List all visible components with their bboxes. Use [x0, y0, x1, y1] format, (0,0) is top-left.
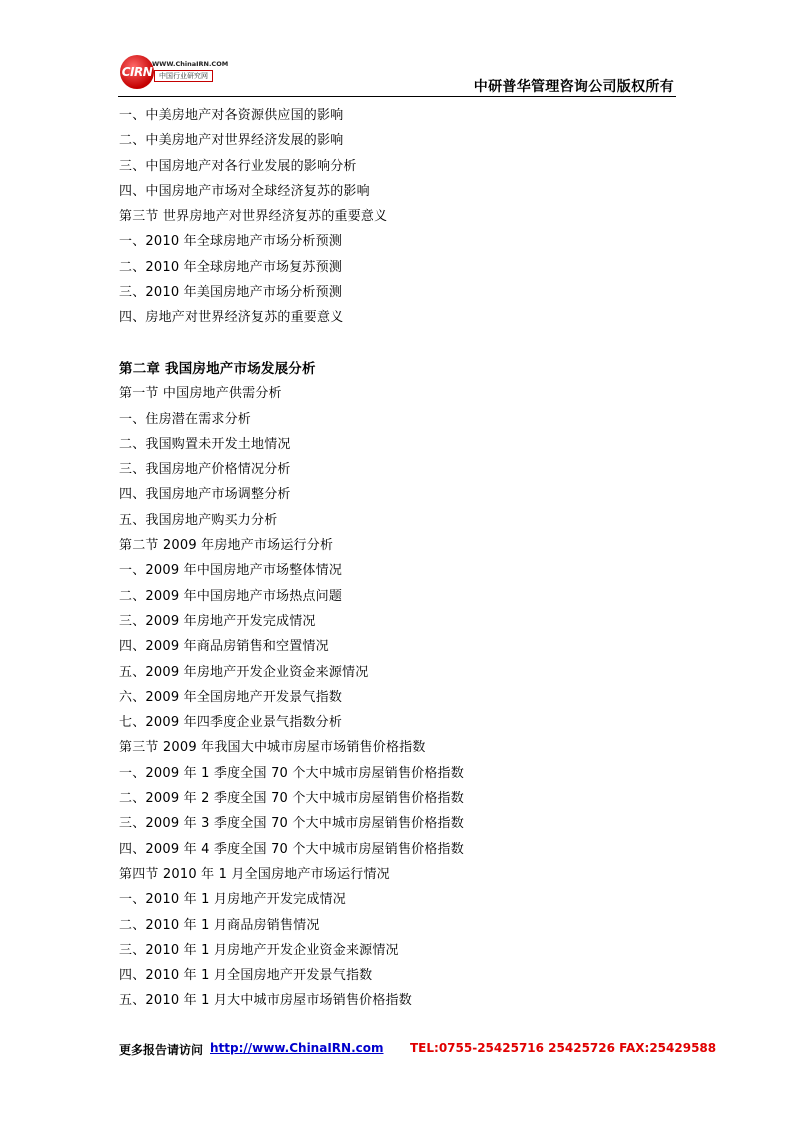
toc-item: 二、中美房地产对世界经济发展的影响 [119, 133, 344, 149]
more-reports-label: 更多报告请访问 [119, 1043, 204, 1057]
toc-section: 第二节 2009 年房地产市场运行分析 [119, 538, 334, 554]
page-header [118, 54, 676, 97]
toc-item: 三、2009 年 3 季度全国 70 个大中城市房屋销售价格指数 [119, 816, 464, 832]
toc-item: 三、我国房地产价格情况分析 [119, 462, 291, 478]
toc-item: 一、2009 年中国房地产市场整体情况 [119, 563, 343, 579]
toc-item: 三、中国房地产对各行业发展的影响分析 [119, 158, 357, 174]
toc-item: 二、2009 年中国房地产市场热点问题 [119, 588, 343, 604]
toc-item: 四、房地产对世界经济复苏的重要意义 [119, 310, 344, 326]
toc-section: 第一节 中国房地产供需分析 [119, 386, 282, 402]
toc-item: 五、我国房地产购买力分析 [119, 512, 278, 528]
logo-cn-text: 中国行业研究网 [154, 70, 213, 82]
toc-item: 一、2010 年全球房地产市场分析预测 [119, 234, 343, 250]
toc-item: 三、2010 年 1 月房地产开发企业资金来源情况 [119, 942, 399, 958]
toc-section: 第三节 世界房地产对世界经济复苏的重要意义 [119, 209, 388, 225]
copyright-notice: 中研普华管理咨询公司版权所有 [473, 79, 674, 95]
toc-item: 五、2010 年 1 月大中城市房屋市场销售价格指数 [119, 993, 412, 1009]
toc-item: 四、2010 年 1 月全国房地产开发景气指数 [119, 968, 373, 984]
toc-item: 二、2009 年 2 季度全国 70 个大中城市房屋销售价格指数 [119, 791, 464, 807]
toc-section: 第三节 2009 年我国大中城市房屋市场销售价格指数 [119, 740, 426, 756]
toc-item: 四、我国房地产市场调整分析 [119, 487, 291, 503]
toc-item: 六、2009 年全国房地产开发景气指数 [119, 689, 343, 705]
logo-url-text: WWW.ChinaIRN.COM [152, 60, 229, 68]
toc-item: 四、中国房地产市场对全球经济复苏的影响 [119, 183, 370, 199]
company-logo [118, 54, 238, 94]
toc-chapter: 第二章 我国房地产市场发展分析 [119, 360, 316, 377]
table-of-contents [119, 107, 679, 1018]
toc-item: 一、中美房地产对各资源供应国的影响 [119, 108, 344, 123]
toc-item: 二、2010 年全球房地产市场复苏预测 [119, 259, 343, 275]
logo-emblem: CIRN [120, 55, 154, 89]
toc-item: 一、2009 年 1 季度全国 70 个大中城市房屋销售价格指数 [119, 765, 464, 781]
blank-line [119, 335, 679, 360]
page-footer [119, 1041, 717, 1059]
toc-item: 七、2009 年四季度企业景气指数分析 [119, 715, 343, 731]
toc-item: 三、2009 年房地产开发完成情况 [119, 613, 316, 629]
toc-item: 五、2009 年房地产开发企业资金来源情况 [119, 664, 369, 680]
toc-item: 一、2010 年 1 月房地产开发完成情况 [119, 892, 346, 908]
website-link[interactable]: http://www.ChinaIRN.com [210, 1041, 384, 1055]
contact-info: TEL:0755-25425716 25425726 FAX:25429588 [410, 1041, 717, 1055]
toc-item: 二、2010 年 1 月商品房销售情况 [119, 917, 320, 933]
toc-item: 四、2009 年 4 季度全国 70 个大中城市房屋销售价格指数 [119, 841, 464, 857]
toc-item: 二、我国购置未开发土地情况 [119, 436, 291, 452]
toc-item: 三、2010 年美国房地产市场分析预测 [119, 285, 343, 301]
toc-section: 第四节 2010 年 1 月全国房地产市场运行情况 [119, 866, 390, 882]
toc-item: 四、2009 年商品房销售和空置情况 [119, 639, 329, 655]
toc-item: 一、住房潜在需求分析 [119, 411, 252, 427]
